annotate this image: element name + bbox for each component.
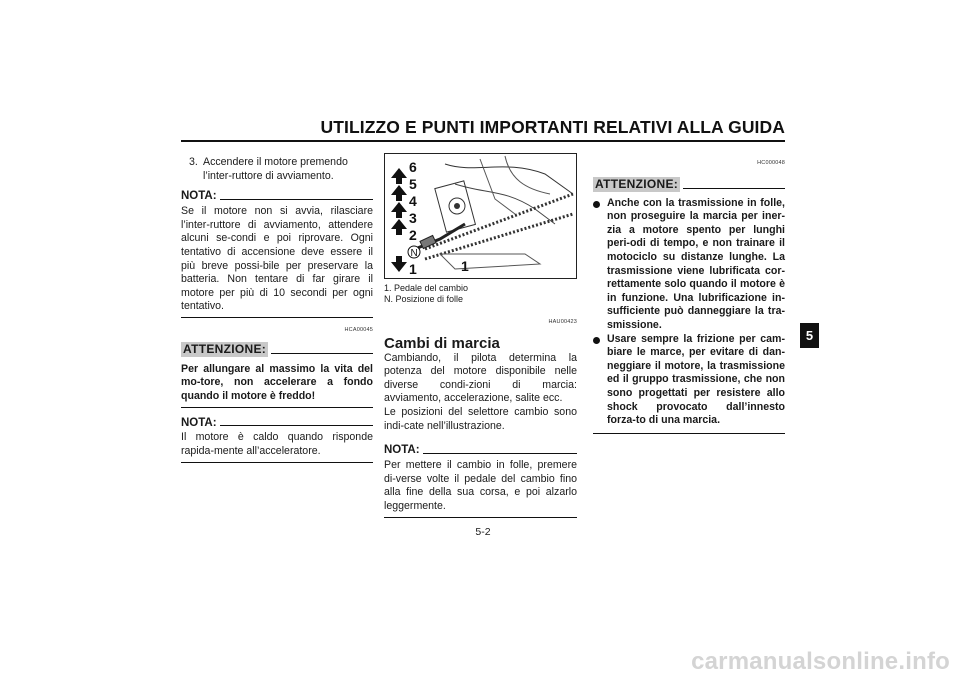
nota-rule bbox=[220, 199, 373, 200]
nota-heading bbox=[181, 190, 373, 204]
attention-bullet-list bbox=[593, 197, 785, 428]
bullet-dot-icon bbox=[593, 337, 600, 344]
nota-label: NOTA: bbox=[384, 444, 420, 457]
column-left bbox=[181, 156, 373, 463]
gear-label-5: 5 bbox=[409, 176, 417, 192]
nota-rule bbox=[423, 453, 577, 454]
figure-caption-2: N. Posizione di folle bbox=[384, 294, 464, 304]
section-end-rule bbox=[593, 433, 785, 434]
reference-code: HC000048 bbox=[757, 160, 785, 166]
section-end-rule bbox=[181, 407, 373, 408]
nota-rule bbox=[220, 425, 373, 426]
gear-shift-illustration bbox=[384, 153, 577, 279]
reference-code: HAU00423 bbox=[548, 319, 577, 325]
gear-label-neutral: N bbox=[410, 248, 418, 259]
reference-code: HCA00045 bbox=[344, 326, 373, 333]
section-end-rule bbox=[181, 317, 373, 318]
section-end-rule bbox=[384, 517, 577, 518]
section-end-rule bbox=[181, 462, 373, 463]
step-text: Accendere il motore premendo l’inter-ruttore di avviamento. bbox=[203, 156, 348, 182]
bullet-item: Usare sempre la frizione per cam-biare le marce, per evitare di dan-neggiare il motore, la trasmissione ed il gruppo trasmissione, che non sono progettati per resistere allo shock provocato dall’innesto forza-to di una marcia. bbox=[593, 333, 785, 428]
nota-heading bbox=[384, 444, 577, 458]
nota-text: Il motore è caldo quando risponde rapida-mente all’acceleratore. bbox=[181, 431, 373, 457]
attention-text: Per allungare al massimo la vita del mo-tore, non accelerare a fondo quando il motore è freddo! bbox=[181, 362, 373, 402]
nota-text: Per mettere il cambio in folle, premere di-verse volte il pedale del cambio fino alla fine della sua corsa, e poi alzarlo leggermente. bbox=[384, 459, 577, 512]
column-right bbox=[593, 157, 785, 434]
gear-label-3: 3 bbox=[409, 210, 417, 226]
header-rule bbox=[181, 140, 785, 142]
chapter-tab[interactable]: 5 bbox=[800, 323, 819, 348]
watermark: carmanualsonline.info bbox=[691, 648, 950, 675]
bullet-dot-icon bbox=[593, 201, 600, 208]
attention-rule bbox=[683, 188, 785, 189]
gear-label-2: 2 bbox=[409, 227, 417, 243]
nota-text: Se il motore non si avvia, rilasciare l’inter-ruttore di avviamento, attendere alcuni se-condi e poi riprovare. Ogni tentativo di accensione deve essere il più breve possi-bile per preservare la batteria. Non tentare di far girare il motore per più di 10 secondi per ogni tentativo. bbox=[181, 205, 373, 313]
bullet-item: Anche con la trasmissione in folle, non proseguire la marcia per iner-zia a motore spento per lunghi peri-odi di tempo, e non trainare il motociclo su distanze lunghe. La trasmissione viene lubrificata cor-rettamente solo quando il motore è in funzione. Una lubrificazione in-sufficiente può danneggiare la tra-smissione. bbox=[593, 197, 785, 333]
page-header: UTILIZZO E PUNTI IMPORTANTI RELATIVI ALLA GUIDA bbox=[320, 117, 785, 137]
column-middle bbox=[384, 283, 577, 518]
figure-caption-1: 1. Pedale del cambio bbox=[384, 283, 469, 293]
attention-heading bbox=[181, 342, 373, 357]
nota-heading bbox=[181, 416, 373, 430]
gear-label-4: 4 bbox=[409, 193, 417, 209]
attention-label: ATTENZIONE: bbox=[183, 341, 267, 356]
nota-label: NOTA: bbox=[181, 416, 217, 429]
section-title: Cambi di marcia bbox=[384, 334, 500, 352]
gear-label-6: 6 bbox=[409, 159, 417, 175]
page-number: 5-2 bbox=[475, 526, 491, 538]
pedal-callout: 1 bbox=[461, 258, 469, 274]
gear-pedal-drawing bbox=[385, 154, 576, 278]
nota-label: NOTA: bbox=[181, 190, 217, 203]
attention-label: ATTENZIONE: bbox=[595, 176, 679, 191]
step-3 bbox=[181, 156, 373, 183]
body-paragraph-2: Le posizioni del selettore cambio sono indi-cate nell’illustrazione. bbox=[384, 405, 577, 432]
body-paragraph: Cambiando, il pilota determina la potenza del motore disponibile nelle diverse condi-zioni di marcia: avviamento, accelerazione, salite ecc. bbox=[384, 351, 577, 405]
step-number: 3. bbox=[189, 156, 198, 168]
attention-rule bbox=[271, 353, 373, 354]
gear-label-1: 1 bbox=[409, 261, 417, 277]
attention-heading bbox=[593, 177, 785, 192]
